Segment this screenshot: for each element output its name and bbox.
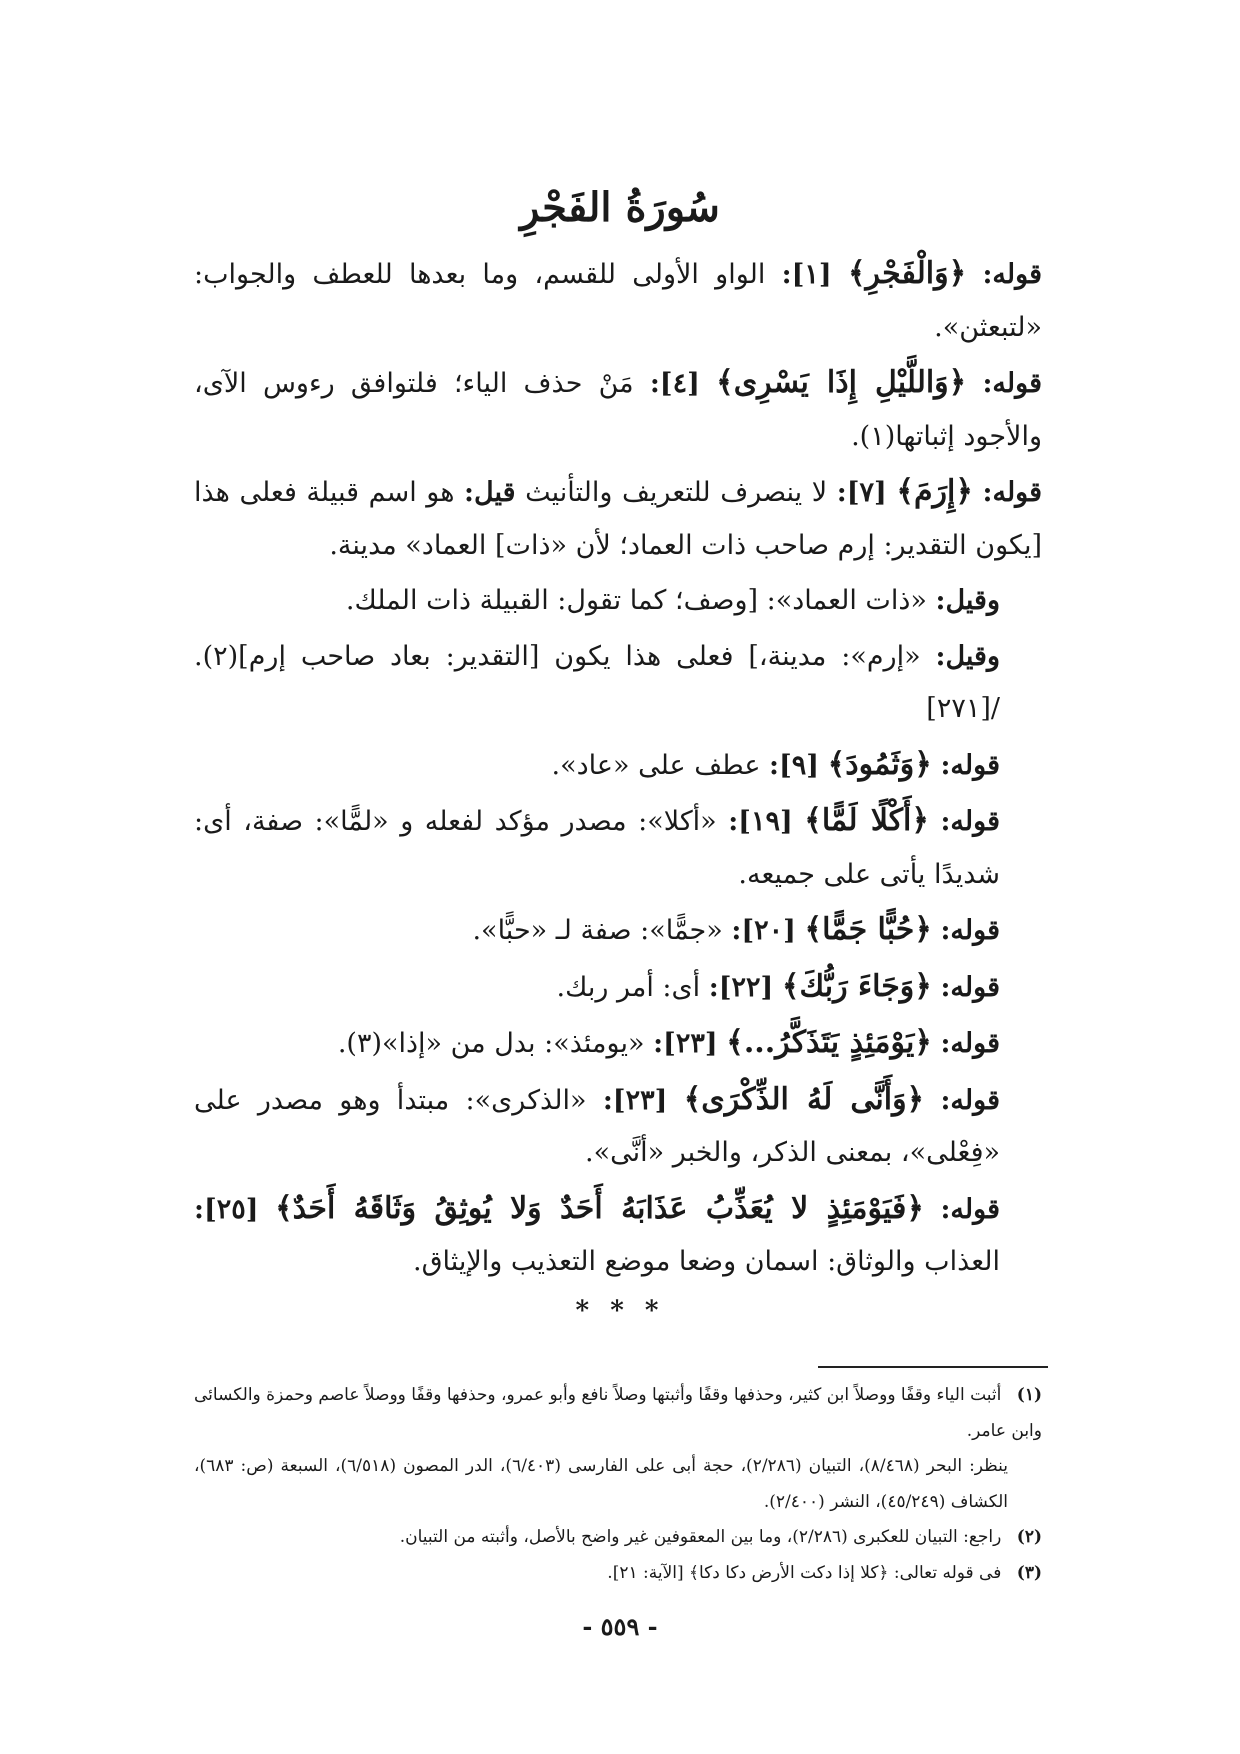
section-separator: * * *	[575, 1296, 665, 1326]
quran-verse: ﴿وَثَمُودَ﴾	[827, 746, 932, 782]
footnote-text: أثبت الياء وقفًا ووصلاً ابن كثير، وحذفها وقفًا وأثبتها وصلاً نافع وأبو عمرو، وحذفها وقفًا ووصلاً عاصم وحمزة والكسائى وابن عامر.	[194, 1385, 1042, 1441]
verse-number: [٢٢]:	[708, 971, 774, 1003]
verse-number: [١٩]:	[728, 806, 793, 837]
entry-text: «أكلا»: مصدر مؤكد لفعله و «لمًّا»: صفة، أى: شديدًا يأتى على جميعه.	[194, 806, 1000, 890]
quran-verse: ﴿حُبًّا جَمًّا﴾	[804, 912, 932, 947]
footnote-1	[194, 1378, 1042, 1449]
footnote-2	[194, 1520, 1042, 1556]
entry-thamud	[194, 739, 1042, 793]
verse-number: [٢٣]:	[602, 1084, 668, 1116]
commentary-body	[194, 248, 1042, 1292]
entry-jaa	[194, 961, 1042, 1015]
entry-iram	[194, 466, 1042, 572]
entry-text: «جمًّا»: صفة لـ «حبًّا».	[472, 915, 723, 946]
entry-text: الواو الأولى للقسم، وما بعدها للعطف والجواب: «لتبعثن».	[194, 259, 1042, 343]
entry-hubban	[194, 904, 1042, 958]
entry-label: وقيل:	[935, 585, 1000, 616]
entry-aklan	[194, 795, 1042, 901]
entry-label: قوله:	[982, 368, 1042, 399]
entry-text: «يومئذ»: بدل من «إذا»(٣).	[337, 1028, 645, 1059]
verse-number: [٢٥]:	[194, 1193, 259, 1225]
surah-title: سُورَةُ الفَجْرِ	[520, 184, 720, 231]
entry-label: قوله:	[982, 259, 1042, 290]
quran-verse: ﴿وَاللَّيْلِ إِذَا يَسْرِى﴾	[716, 365, 967, 400]
verse-number: [٤]:	[649, 368, 700, 399]
footnote-divider	[818, 1366, 1048, 1368]
entry-layl	[194, 357, 1042, 463]
entry-text: «الذكرى»: مبتدأ وهو مصدر على «فِعْلى»، بمعنى الذكر، والخبر «أنَّى».	[194, 1084, 1000, 1168]
footnote-text: فى قوله تعالى: ﴿كلا إذا دكت الأرض دكا دكا﴾ [الآية: ٢١].	[607, 1562, 1002, 1583]
quran-verse: ﴿فَيَوْمَئِذٍ لا يُعَذِّبُ عَذَابَهُ أَحَدٌ وَلا يُوثِقُ وَثَاقَهُ أَحَدٌ﴾	[275, 1190, 924, 1226]
footnote-3	[194, 1556, 1042, 1592]
quran-verse: ﴿وَجَاءَ رَبُّكَ﴾	[781, 968, 932, 1004]
entry-text: «إرم»: مدينة،] فعلى هذا يكون [التقدير: بعاد صاحب إرم](٢). /[٢٧١]	[194, 640, 1000, 724]
entry-label: قوله:	[940, 971, 1000, 1003]
verse-number: [٢٠]:	[731, 915, 796, 946]
entry-qila-1	[194, 575, 1042, 628]
quran-verse: ﴿وَأَنَّى لَهُ الذِّكْرَى﴾	[683, 1081, 925, 1117]
quran-verse: ﴿وَالْفَجْرِ﴾	[847, 256, 967, 291]
entry-anna	[194, 1074, 1042, 1180]
footnote-text: راجع: التبيان للعكبرى (٢/٢٨٦)، وما بين المعقوفين غير واضح بالأصل، وأثبته من التبيان.	[399, 1527, 1002, 1547]
entry-label: قوله:	[940, 1193, 1000, 1225]
entry-label: قوله:	[940, 915, 1000, 946]
verse-number: [٧]:	[836, 477, 887, 508]
entry-label: قوله:	[982, 477, 1043, 508]
entry-qila-2	[194, 631, 1042, 736]
quran-verse: ﴿أَكْلًا لَمًّا﴾	[804, 803, 929, 838]
quran-verse: ﴿يَوْمَئِذٍ يَتَذَكَّرُ...﴾	[726, 1025, 932, 1060]
entry-label: قوله:	[940, 749, 1000, 781]
page-number: - ٥٥٩ -	[582, 1612, 658, 1641]
entry-label: قوله:	[940, 806, 1000, 837]
footnote-number: (٢)	[1016, 1527, 1042, 1547]
footnote-text: ينظر: البحر (٨/٤٦٨)، التبيان (٢/٢٨٦)، حجة أبى على الفارسى (٦/٤٠٣)، الدر المصون (٦/٥١٨)، السبعة (ص: ٦٨٣)، الكشاف (٤٥/٢٤٩)، النشر (٢/٤٠٠).	[194, 1456, 1008, 1512]
quran-verse: ﴿إِرَمَ﴾	[896, 474, 973, 509]
entry-text-secondary: هو اسم قبيلة فعلى هذا [يكون التقدير: إرم صاحب ذات العماد؛ لأن «ذات] العماد» مدينة.	[194, 477, 1042, 561]
entry-text: لا ينصرف للتعريف والتأنيث	[525, 477, 828, 508]
verse-number: [١]:	[781, 259, 832, 290]
entry-text: أى: أمر ربك.	[556, 971, 701, 1003]
footnote-number: (١)	[1016, 1385, 1043, 1405]
entry-label: قوله:	[940, 1084, 1000, 1116]
entry-yawmaidhin	[194, 1017, 1042, 1071]
entry-label: قوله:	[940, 1028, 1000, 1059]
entry-label: وقيل:	[935, 640, 1000, 672]
entry-text: عطف على «عاد».	[551, 749, 761, 781]
entry-fajr	[194, 248, 1042, 354]
entry-text: مَنْ حذف الياء؛ فلتوافق رءوس الآى، والأجود إثباتها(١).	[194, 368, 1042, 452]
footnotes	[194, 1378, 1042, 1591]
verse-number: [٢٣]:	[653, 1028, 718, 1059]
entry-yuadhdhib	[194, 1183, 1042, 1289]
entry-text: «ذات العماد»: [وصف؛ كما تقول: القبيلة ذات الملك.	[345, 585, 927, 616]
entry-text: العذاب والوثاق: اسمان وضعا موضع التعذيب والإيثاق.	[412, 1246, 1000, 1277]
entry-label-secondary: قيل:	[464, 477, 516, 508]
footnote-number: (٣)	[1016, 1562, 1042, 1583]
verse-number: [٩]:	[769, 749, 820, 781]
footnote-1-continued	[194, 1449, 1042, 1520]
